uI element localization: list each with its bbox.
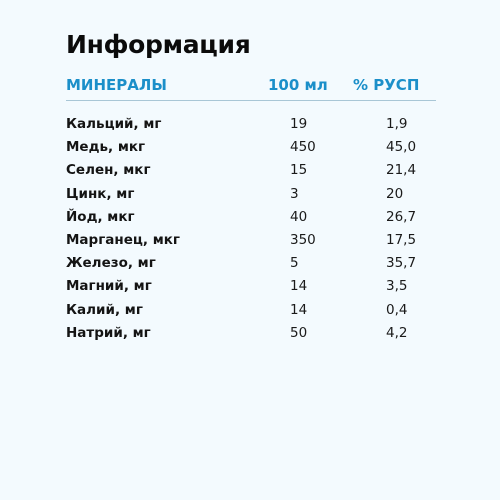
per-100ml-value: 14 [290,301,308,318]
header-rusp-percent: % РУСП [353,76,420,94]
minerals-table [66,116,436,348]
table-row [66,162,436,185]
table-row [66,255,436,278]
rusp-percent-value: 45,0 [386,139,417,156]
table-row [66,186,436,209]
header-divider [66,100,436,101]
mineral-name: Цинк, мг [66,185,135,202]
mineral-name: Йод, мкг [66,208,135,225]
table-row [66,232,436,255]
per-100ml-value: 14 [290,278,308,295]
mineral-name: Селен, мкг [66,162,151,179]
per-100ml-value: 450 [290,139,316,156]
rusp-percent-value: 20 [386,185,404,202]
rusp-percent-value: 17,5 [386,231,417,248]
mineral-name: Железо, мг [66,255,156,272]
per-100ml-value: 3 [290,185,299,202]
table-row [66,278,436,301]
per-100ml-value: 5 [290,255,299,272]
per-100ml-value: 50 [290,324,308,341]
rusp-percent-value: 4,2 [386,324,408,341]
mineral-name: Натрий, мг [66,324,151,341]
table-row [66,302,436,325]
per-100ml-value: 19 [290,116,308,132]
per-100ml-value: 15 [290,162,308,179]
table-row [66,209,436,232]
rusp-percent-value: 35,7 [386,255,417,272]
per-100ml-value: 40 [290,208,308,225]
page-title: Информация [66,30,251,59]
mineral-name: Марганец, мкг [66,231,180,248]
table-row [66,116,436,139]
rusp-percent-value: 21,4 [386,162,417,179]
per-100ml-value: 350 [290,231,316,248]
table-header [66,76,436,98]
table-row [66,139,436,162]
rusp-percent-value: 26,7 [386,208,417,225]
rusp-percent-value: 3,5 [386,278,408,295]
rusp-percent-value: 1,9 [386,116,408,132]
header-per-100ml: 100 мл [268,76,328,94]
mineral-name: Кальций, мг [66,116,162,132]
mineral-name: Калий, мг [66,301,143,318]
mineral-name: Медь, мкг [66,139,146,156]
table-row [66,325,436,348]
rusp-percent-value: 0,4 [386,301,408,318]
mineral-name: Магний, мг [66,278,152,295]
header-minerals: МИНЕРАЛЫ [66,76,167,94]
